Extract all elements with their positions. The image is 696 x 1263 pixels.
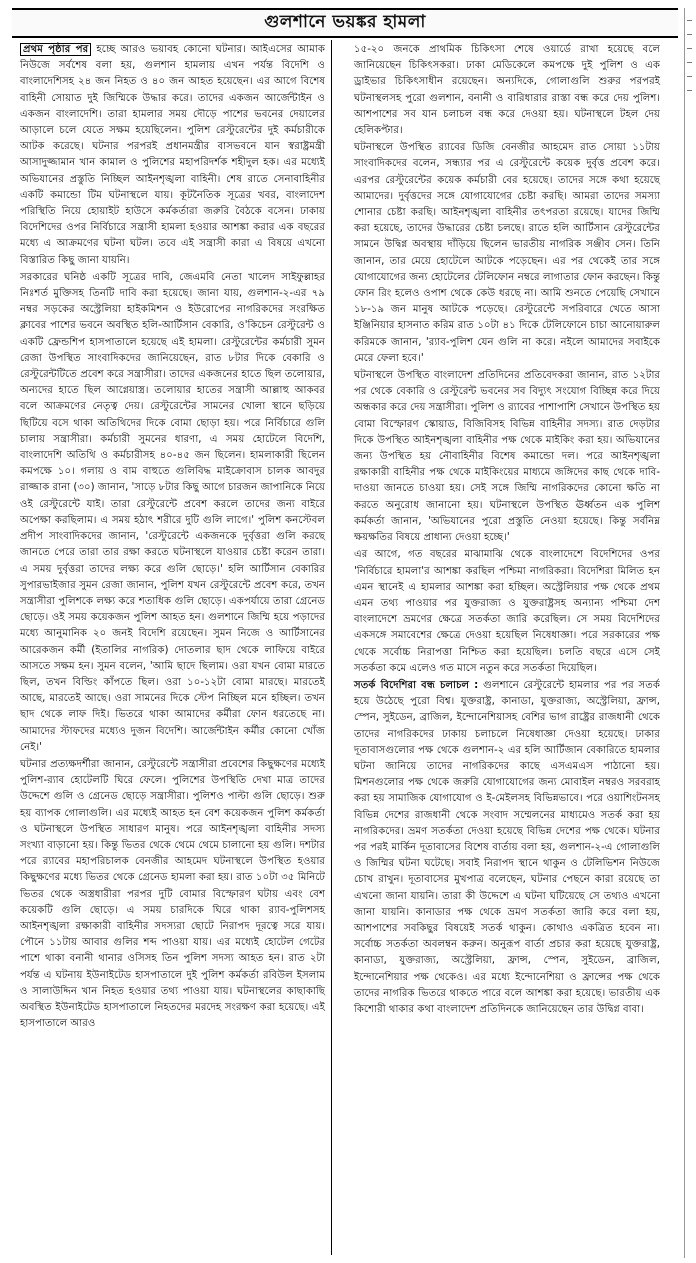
edge-tick [687,34,692,35]
left-paragraph-3: ঘটনার প্রত্যক্ষদর্শীরা জানান, রেস্টুরেন্টে সন্ত্রাসীরা প্রবেশের কিছুক্ষণের মধ্যেই পুলিশ-র‍্যাব হোটেলটি ঘিরে ফেলে। পুলিশের উপস্থিতি দেখা মাত্র তাদের উদ্দেশে গুলি ও গ্রেনেড ছোড়ে সন্ত্রাসীরা। পুলিশও পাল্টা গুলি ছোড়ে। শুরু হয় ব্যাপক গোলাগুলি। এর মধ্যেই আহত হন বেশ কয়েকজন পুলিশ কর্মকর্তা ও ঘটনাস্থলে উপস্থিত সাধারণ মানুষ। পরে আইনশৃঙ্খলা বাহিনীর সদস্য সংখ্যা বাড়ানো হয়। কিন্তু ভিতর থেকে থেমে থেমে চালানো হয় গুলি। দশটার পরে র‍্যাবের মহাপরিচালক বেনজীর আহমেদ ঘটনাস্থলে উপস্থিত হওয়ার কিছুক্ষণের মধ্যে ভিতর থেকে গ্রেনেড হামলা করা হয়। রাত ১০টা ৩৫ মিনিটে ভিতর থেকে অস্ত্রধারীরা পরপর দুটি বোমার বিস্ফোরণ ঘটায় এবং বেশ কয়েকটি গুলি ছোড়ে। এ সময় চারদিকে ঘিরে থাকা র‍্যাব-পুলিশসহ আইনশৃঙ্খলা রক্ষাকারী বাহিনীর সদস্যরা ছোটে নিরাপদ দূরত্বে সরে যায়। পৌনে ১১টায় আবার গুলির শব্দ পাওয়া যায়। এর মধ্যেই হোটেল গেটের পাশে থাকা বনানী থানার ওসিসহ তিন পুলিশ সদস্য আহত হন। রাত ২টা পর্যন্ত এ ঘটনায় ইউনাইটেড হাসপাতালে দুই পুলিশ কর্মকর্তা রবিউল ইসলাম ও সালাউদ্দিন খান নিহত হওয়ার তথ্য পাওয়া যায়। ঘটনাস্থলের কাছাকাছি অবস্থিত ইউনাইটেড হাসপাতালে নিহতদের মরদেহ সংরক্ষণ করা হয়েছে। এই হাসপাতালে আরও [20,758,326,1030]
left-paragraph-1-text: হচ্ছে আরও ভয়াবহ কোনো ঘটনার। আইএসের আমাক নিউজে সর্বশেষ বলা হয়, গুলশান হামলায় এখন পর্যন্ত বিদেশি ও বাংলাদেশিসহ ২৪ জন নিহত ও ৪০ জন আহত হয়েছেন। এর আগে বিশেষ বাহিনী সোয়াত দুই জিম্মিকে উদ্ধার করে। তাদের একজন আর্জেন্টাইন ও একজন বাংলাদেশি। তারা হামলার সময় দৌড়ে পাশের ভবনের দেয়ালের আড়ালে চলে যেতে সক্ষম হয়েছিলেন। পুলিশ রেস্টুরেন্টের দুই কর্মচারীকে আটক করেছে। ঘটনার পরপরই প্রধানমন্ত্রীর বাসভবনে যান স্বরাষ্ট্রমন্ত্রী আসাদুজ্জামান খান কামাল ও পুলিশের মহাপরিদর্শক শহীদুল হক। এর মধ্যেই অভিযানের প্রস্তুতি নিচ্ছিল আইনশৃঙ্খলা বাহিনী। শেষ রাতে সেনাবাহিনীর একটি কমান্ডো টিম ঘটনাস্থলে যায়। কূটনৈতিক সূত্রের খবর, বাংলাদেশ পরিস্থিতি নিয়ে হোয়াইট হাউসে কর্মকর্তারা জরুরি বৈঠকে বসেন। ঢাকায় বিদেশিদের ওপর নির্বিচারে সন্ত্রাসী হামলা হওয়ার আশঙ্কা করার এক বছরের মধ্যে এ আক্রমণের ঘটনা ঘটল। তবে এই সন্ত্রাসী কারা এ বিষয়ে এখনো বিস্তারিত কিছু জানা যায়নি। [20,44,325,266]
edge-tick [687,76,692,77]
subhead-paragraph-text: গুলশানে রেস্টুরেন্টে হামলার পর পর সতর্ক হয়ে উঠেছে পুরো বিশ্ব। যুক্তরাষ্ট্র, কানাডা, যুক্তরাজ্য, অস্ট্রেলিয়া, ফ্রান্স, স্পেন, সুইডেন, ব্রাজিল, ইন্দোনেশিয়াসহ বেশির ভাগ রাষ্ট্রের রাজধানী থেকে তাদের নাগরিকদের ঢাকায় চলাচলে নিষেধাজ্ঞা দেওয়া হয়েছে। ঢাকার দূতাবাসগুলোর পক্ষ থেকে গুলশান-২ এর হলি আর্টিজান বেকারিতে হামলার ঘটনা জানিয়ে তাদের নাগরিকদের কাছে এসএমএস পাঠানো হয়। মিশনগুলোর পক্ষ থেকে জরুরি যোগাযোগের জন্য মোবাইল নম্বরও সরবরাহ করা হয় সামাজিক যোগাযোগ ও ই-মেইলসহ বিভিন্নভাবে। পরে ওয়াশিংটনসহ বিভিন্ন দেশের রাজধানী থেকে সংবাদ সম্মেলনের মাধ্যমেও সতর্ক করা হয় নাগরিকদের। ভ্রমণ সতর্কতা দেওয়া হয়েছে বিভিন্ন দেশের পক্ষ থেকে। ঘটনার পর পরই মার্কিন দূতাবাসের বিশেষ বার্তায় বলা হয়, গুলশান-২-এ গোলাগুলি ও জিম্মির ঘটনা ঘটেছে। সবাই নিরাপদ স্থানে থাকুন ও টেলিভিশন নিউজে চোখ রাখুন। দূতাবাসের মুখপাত্র বলেছেন, ঘটনার পেছনে কারা রয়েছে তা এখনো জানা যায়নি। তারা কী উদ্দেশে এ ঘটনা ঘটিয়েছে সে তথ্যও এখনো জানা যায়নি। কানাডার পক্ষ থেকে ভ্রমণ সতর্কতা জারি করে বলা হয়, আশপাশের সবকিছুর বিষয়েই সতর্ক থাকুন। কোথাও একত্রিত হবেন না। সর্বোচ্চ সতর্কতা অবলম্বন করুন। অনুরূপ বার্তা প্রচার করা হয়েছে যুক্তরাষ্ট্র, কানাডা, যুক্তরাজ্য, অস্ট্রেলিয়া, ফ্রান্স, স্পেন, সুইডেন, ব্রাজিল, ইন্দোনেশিয়ার পক্ষ থেকেও। এর মধ্যে ইন্দোনেশিয়া ও ফ্রান্সের পক্ষ থেকে তাদের নাগরিক ভিতরে থাকতে পারে বলে আশঙ্কা করা হয়েছে। ভারতীয় এক কিশোরী থাকার কথা বাংলাদেশ প্রতিদিনকে জানিয়েছেন তার উদ্বিগ্ন বাবা। [354,679,660,1015]
headline-banner [12,8,678,38]
headline: গুলশানে ভয়ঙ্কর হামলা [264,12,426,32]
left-column [14,40,332,1255]
left-paragraph-2: সরকারের ঘনিষ্ঠ একটি সূত্রের দাবি, জেএমবি নেতা খালেদ সাইফুল্লাহর নিঃশর্ত মুক্তিসহ তিনটি দাবি করা হয়েছে। জানা যায়, গুলশান-২-এর ৭৯ নম্বর সড়কের অস্ট্রেলিয়া হাইকমিশন ও ইউরোপের নাগরিকদের সংরক্ষিত ক্লাবের পাশের ভবনে অবস্থিত হলি-আর্টিসান বেকারি, ও'কিচেন রেস্টুরেন্ট ও একটি ফ্রেন্ডশিপ হাসপাতালে হয়েছে এই হামলা। রেস্টুরেন্টের কর্মচারী সুমন রেজা উপস্থিত সাংবাদিকদের জানিয়েছেন, রাত ৮টার দিকে বেকারি ও রেস্টুরেন্টটিতে প্রবেশ করে সন্ত্রাসীরা। তাদের একজনের হাতে ছিল তলোয়ার, অন্যদের হাতে ছিল আগ্নেয়াস্ত্র। তলোয়ার হাতের সন্ত্রাসী আল্লাহু আকবর বলে আক্রমণের নেতৃত্ব দেয়। রেস্টুরেন্টের সামনের খোলা স্থানে ছড়িয়ে ছিটিয়ে বসে থাকা অতিথিদের দিকে বোমা ছোড়া হয়। পরে নির্বিচারে গুলি চালায় সন্ত্রাসীরা। কর্মচারী সুমনের ধারণা, এ সময় হোটেলে বিদেশি, বাংলাদেশি অতিথি ও কর্মচারীসহ ৪০-৪৫ জন ছিলেন। হামলাকারী ছিলেন কমপক্ষে ১০। গলায় ও বাম বাহুতে গুলিবিদ্ধ মাইক্রোবাস চালক আবদুর রাজ্জাক রানা (৩০) জানান, 'সাড়ে ৮টার কিছু আগে চারজন জাপানিকে নিয়ে ওই রেস্টুরেন্টে যাই। তারা রেস্টুরেন্টে প্রবেশ করলে তাদের জন্য বাইরে অপেক্ষা করছিলাম। এ সময় হঠাৎ শরীরে দুটি গুলি লাগে।' পুলিশ কনস্টেবল প্রদীপ সাংবাদিকদের জানান, 'রেস্টুরেন্টে একজনকে দুর্বৃত্তরা গুলি করছে জানতে পেরে তারা তার রক্ষা করতে ঘটনাস্থলে যাওয়ার চেষ্টা করেন তারা। এ সময় দুর্বৃত্তরা তাদের লক্ষ্য করে গুলি ছোড়ে।' হলি আর্টিসান বেকারির সুপারভাইজার সুমন রেজা জানান, পুলিশ যখন রেস্টুরেন্টে প্রবেশ করে, তখন সন্ত্রাসীরা পুলিশকে লক্ষ্য করে শতাধিক গুলি ছোড়ে। একপর্যায়ে তারা গ্রেনেড ছোড়ে। ওই সময় কয়েকজন পুলিশ আহত হন। গুলশানে জিম্মি হয়ে পড়াদের মধ্যে আনুমানিক ২০ জনই বিদেশি রয়েছেন। সুমন নিজে ও আর্টিসানের আরেকজন কর্মী (ইতালির নাগরিক) দোতলার ছাদ থেকে লাফিয়ে বাইরে আসতে সক্ষম হন। সুমন বলেন, 'আমি ছাদে ছিলাম। ওরা যখন বোমা মারতে ছিল, তখন বিল্ডিং কাঁপতে ছিল। ওরা ১০-১২টা বোমা মারছে। মারতেই আছে, মারতেই আছে। ওরা সামনের দিকে স্টেপ নিচ্ছিল মনে হচ্ছিল। তখন ছাদ থেকে লাফ দিই। ভিতরে থাকা আমাদের কর্মীরা ফোন ধরতেছে না। আমাদের স্টাফদের মধ্যেও দুজন বিদেশি। আর্জেন্টাইন কর্মীর কোনো খোঁজ নেই।' [20,271,325,753]
right-column [348,40,666,1255]
right-paragraph-1: ১৫-২০ জনকে প্রাথমিক চিকিৎসা শেষে ওয়ার্ডে রাখা হয়েছে বলে জানিয়েছেন চিকিৎসকরা। ঢাকা মেডিকেলে কমপক্ষে দুই পুলিশ ও এক ড্রাইভার চিকিৎসাধীন রয়েছেন। অন্যদিকে, গোলাগুলি শুরুর পরপরই ঘটনাস্থলসহ পুরো গুলশান, বনানী ও বারিধারার রাস্তা বন্ধ করে দেয় পুলিশ। আশপাশের সব যান চলাচল বন্ধ করে দেওয়া হয়। ঘটনাস্থলে টহল দেয় হেলিকপ্টার। [354,44,660,137]
right-paragraph-5 [354,678,660,1018]
edge-tick [687,62,692,63]
right-paragraph-4: এর আগে, গত বছরের মাঝামাঝি থেকে বাংলাদেশে বিদেশিদের ওপর 'নির্বিচারে হামলা'র আশঙ্কা করছিল পশ্চিমা নাগরিকরা। বিদেশিরা মিলিত হন এমন স্থানেই এ হামলার আশঙ্কা করা হচ্ছিল। অস্ট্রেলিয়ার পক্ষ থেকে প্রথম এমন তথ্য পাওয়ার পর যুক্তরাজ্য ও যুক্তরাষ্ট্রসহ অন্যান্য পশ্চিমা দেশ বাংলাদেশে ভ্রমণের ক্ষেত্রে সতর্কতা জারি করেছিল। সে সময় বিদেশিদের একসঙ্গে সমাবেশের ক্ষেত্রে দেওয়া হয়েছিল নিষেধাজ্ঞা। পরে সরকারের পক্ষ থেকে সর্বোচ্চ নিরাপত্তা নিশ্চিত করা হয়েছিল। চলতি বছরে এসে সেই সতর্কতা কমে এলেও গত মাসে নতুন করে সতর্কতা দিয়েছিল। [354,549,660,674]
subhead: সতর্ক বিদেশিরা বন্ধ চলাচল : [354,679,479,691]
left-paragraph-1 [20,42,325,269]
right-paragraph-3: ঘটনাস্থলে উপস্থিত বাংলাদেশ প্রতিদিনের প্রতিবেদকরা জানান, রাত ১২টার পর থেকে বেকারি ও রেস্টুরেন্ট ভবনের সব বিদ্যুৎ সংযোগ বিচ্ছিন্ন করে দিয়ে অন্ধকার করে দেয় সন্ত্রাসীরা। পুলিশ ও র‍্যাবের পাশাপাশি সেখানে উপস্থিত হয় বোমা বিস্ফোরণ স্কোয়াড, বিজিবিসহ বিভিন্ন বাহিনীর সদস্য। রাত দেড়টার দিকে উপস্থিত আইনশৃঙ্খলা বাহিনীর পক্ষ থেকে মাইকিং করা হয়। অভিযানের জন্য উপস্থিত হয় নৌবাহিনীর বিশেষ কমান্ডো দল। পরে আইনশৃঙ্খলা রক্ষাকারী বাহিনীর পক্ষ থেকে মাইকিংয়ের মাধ্যমে জঙ্গিদের কাছ থেকে দাবি-দাওয়া জানতে চাওয়া হয়। সেই সঙ্গে জিম্মি নাগরিকদের কোনো ক্ষতি না করতে অনুরোধ জানানো হয়। ঘটনাস্থলে উপস্থিত ঊর্ধ্বতন এক পুলিশ কর্মকর্তা জানান, 'অভিযানের পুরো প্রস্তুতি নেওয়া হয়েছে। কিন্তু সর্বনিম্ন ক্ষয়ক্ষতির বিষয়ে প্রাধান্য দেওয়া হচ্ছে।' [354,370,660,544]
right-paragraph-2: ঘটনাস্থলে উপস্থিত র‍্যাবের ডিজি বেনজীর আহমেদ রাত সোয়া ১১টায় সাংবাদিকদের বলেন, সন্ধ্যার পর এ রেস্টুরেন্টে কয়েক দুর্বৃত্ত প্রবেশ করে। এরপর রেস্টুরেন্টের কয়েক কর্মচারী বের হয়েছে। তাদের সঙ্গে কথা হয়েছে আমাদের। দুর্বৃত্তদের সঙ্গে যোগাযোগের চেষ্টা করছি। আমরা তাদের সমস্যা শোনার চেষ্টা করছি। আইনশৃঙ্খলা বাহিনীর তৎপরতা রয়েছে। যাদের জিম্মি করা হয়েছে, তাদের উদ্ধারের চেষ্টা চলছে। রাতে হলি আর্টিসান রেস্টুরেন্টের সামনে উদ্বিগ্ন অবস্থায় দাঁড়িয়ে ছিলেন ভারতীয় নাগরিক সঞ্জীব সেন। তিনি জানান, তার মেয়ে হোটেলে আটকে পড়েছেন। এর পর থেকেই তার সঙ্গে যোগাযোগের জন্য হোটেলের টেলিফোন নম্বরে লাগাতার ফোন করছেন। কিন্তু ফোন রিং হলেও ওপাশ থেকে কেউ ধরছে না। আমি শুনতে পেয়েছি সেখানে ১৮-১৯ জন মানুষ আটকে পড়েছে। রেস্টুরেন্টে সপরিবারে খেতে আসা ইঞ্জিনিয়ার হাসনাত করিম রাত ১০টা ৪১ দিকে টেলিফোনে চাচা আনোয়ারুল করিমকে জানান, 'র‍্যাব-পুলিশ যেন গুলি না করে। নইলে আমাদের সবাইকে মেরে ফেলা হবে।' [354,142,660,364]
page-edge [684,8,695,1258]
jump-label: প্রথম পৃষ্ঠার পর [20,43,91,56]
edge-tick [687,48,692,49]
edge-tick [687,20,692,21]
edge-tick [687,90,692,91]
